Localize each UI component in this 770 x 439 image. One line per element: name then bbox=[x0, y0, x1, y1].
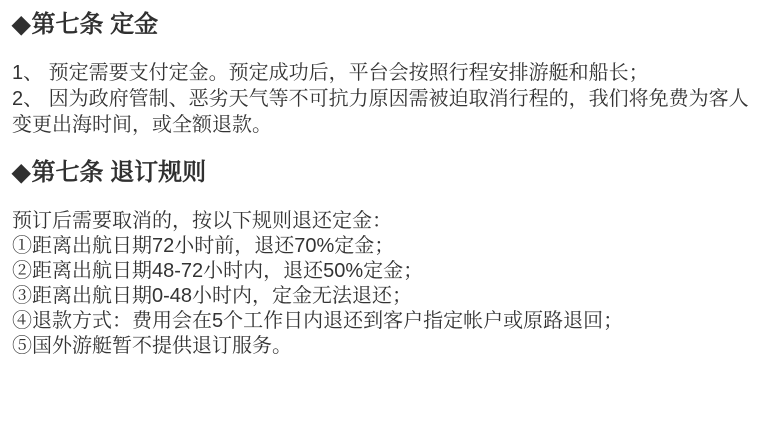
deposit-terms-line-3: 变更出海时间，或全额退款。 bbox=[12, 114, 272, 136]
deposit-terms-paragraph bbox=[12, 60, 758, 138]
cancellation-rule-3: ③距离出航日期0-48小时内，定金无法退还； bbox=[12, 285, 413, 307]
diamond-bullet-icon: ◆ bbox=[12, 11, 31, 38]
section-heading-cancellation bbox=[12, 159, 758, 187]
cancellation-rule-5: ⑤国外游艇暂不提供退订服务。 bbox=[12, 335, 292, 357]
cancellation-rule-1: ①距离出航日期72小时前，退还70%定金； bbox=[12, 235, 395, 257]
cancellation-rule-4: ④退款方式：费用会在5个工作日内退还到客户指定帐户或原路退回； bbox=[12, 310, 624, 332]
deposit-terms-line-1: 1、 预定需要支付定金。预定成功后，平台会按照行程安排游艇和船长； bbox=[12, 62, 649, 84]
cancellation-rules-intro: 预订后需要取消的，按以下规则退还定金： bbox=[12, 210, 392, 232]
section-heading-cancellation-text: 第七条 退订规则 bbox=[31, 159, 207, 186]
section-heading-deposit bbox=[12, 11, 758, 39]
cancellation-rule-2: ②距离出航日期48-72小时内，退还50%定金； bbox=[12, 260, 424, 282]
diamond-bullet-icon: ◆ bbox=[12, 159, 31, 186]
cancellation-rules-paragraph bbox=[12, 209, 758, 359]
deposit-terms-line-2: 2、 因为政府管制、恶劣天气等不可抗力原因需被迫取消行程的，我们将免费为客人 bbox=[12, 88, 749, 110]
section-heading-deposit-text: 第七条 定金 bbox=[31, 11, 159, 38]
